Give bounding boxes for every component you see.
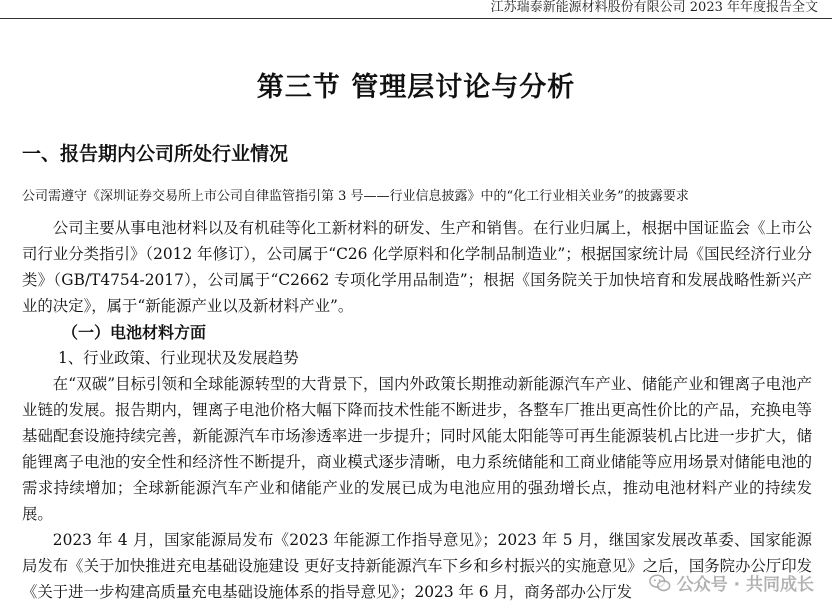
running-header: 江苏瑞泰新能源材料股份有限公司 2023 年年度报告全文: [490, 0, 818, 15]
wechat-icon: [649, 572, 671, 594]
heading-industry-policy: 1、行业政策、行业现状及发展趋势: [58, 349, 299, 367]
paragraph-policy: 2023 年 4 月，国家能源局发布《2023 年能源工作指导意见》；2023 年 5 月，继国家发展改革委、国家能源局发布《关于加快推进充电基础设施建设 更好支持新能源汽车下乡和乡村振兴的实施意见》之后，国务院办公厅印发《关于进一步构建高质量充电基础设施体系的指导意见》；2023 年 6 月，商务部办公厅发: [22, 531, 812, 601]
heading-battery-materials: （一）电池材料方面: [62, 323, 207, 342]
header-rule: [0, 18, 832, 19]
paragraph-intro: 公司主要从事电池材料以及有机硅等化工新材料的研发、生产和销售。在行业归属上，根据中国证监会《上市公司行业分类指引》（2012 年修订），公司属于“C26 化学原料和化学制品制造业”；根据国家统计局《国民经济行业分类》（GB/T4754-2017），公司属于“C2662 专项化学用品制造”；根据《国务院关于加快培育和发展战略性新兴产业的决定》，属于“新能源产业以及新材料产业”。: [22, 219, 812, 315]
section-title: 第三节 管理层讨论与分析: [256, 72, 576, 103]
disclosure-note: 公司需遵守《深圳证券交易所上市公司自律监管指引第 3 号——行业信息披露》中的“化工行业相关业务”的披露要求: [22, 189, 689, 204]
watermark: [649, 570, 814, 595]
watermark-text: 公众号 · 共同成长: [676, 575, 814, 595]
heading-industry-situation: 一、报告期内公司所处行业情况: [22, 143, 289, 165]
paragraph-background: 在“双碳”目标引领和全球能源转型的大背景下，国内外政策长期推动新能源汽车产业、储能产业和锂离子电池产业链的发展。报告期内，锂离子电池价格大幅下降而技术性能不断进步，各整车厂推出更高性价比的产品，充换电等基础配套设施持续完善，新能源汽车市场渗透率进一步提升；同时风能太阳能等可再生能源装机占比进一步扩大，储能锂离子电池的安全性和经济性不断提升，商业模式逐步清晰，电力系统储能和工商业储能等应用场景对储能电池的需求持续增加；全球新能源汽车产业和储能产业的发展已成为电池应用的强劲增长点，推动电池材料产业的持续发展。: [22, 375, 812, 523]
